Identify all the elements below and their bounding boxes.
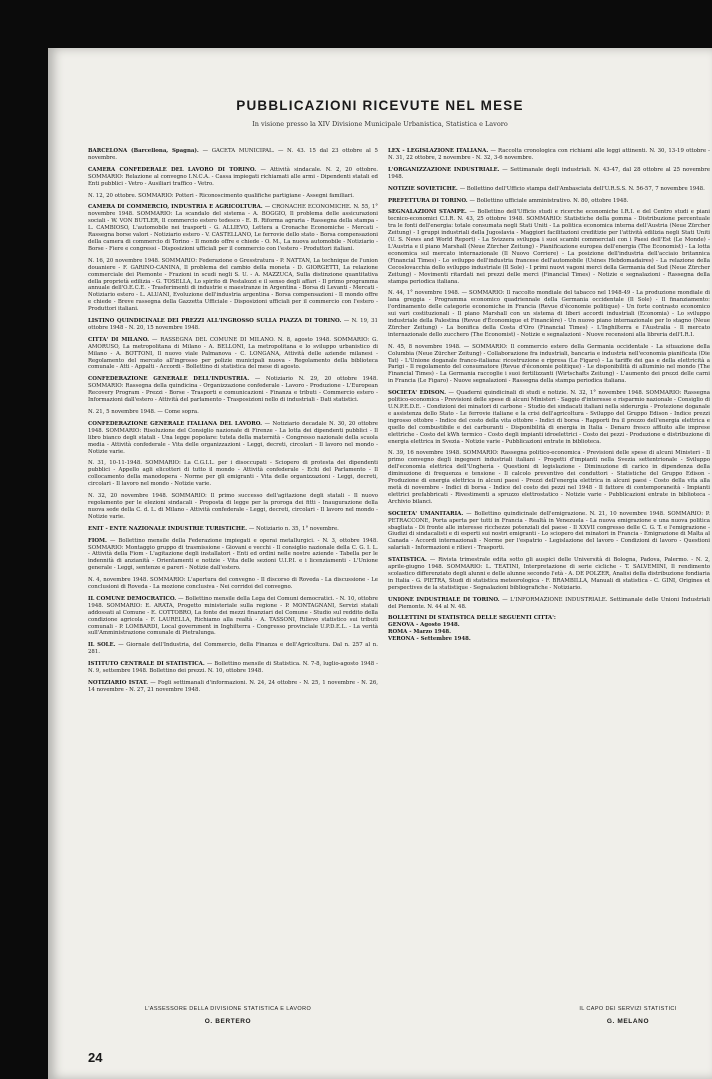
publication-title: IL SOLE. [88, 642, 116, 649]
publication-entry [88, 318, 378, 332]
publication-title: STATISTICA. [388, 557, 427, 564]
publication-details: — RASSEGNA DEL COMUNE DI MILANO. N. 8, agosto 1948. SOMMARIO: G. AMORUSO, La metropolitana di Milano - A. BELLONI, La metropolitana e lo sviluppo urbanistico di Milano - A. BOTTONI, Il nuovo viale Palmanova - C. LONGANA, Attività delle aziende milanesi - Regolamento del mercato all'ingrosso per polizie municipali nuova - Regolamento della biblioteca comunale - Atti - Appalti - Accordi - Bollettino di statistica del mese di agosto. [88, 336, 378, 371]
publication-title: IL COMUNE DEMOCRATICO. [88, 595, 177, 602]
publication-details: — Attività sindacale. N. 2, 20 ottobre. SOMMARIO: Relazione al convegno I.N.C.A. - Cassa impiegati richiamati alle armi - Dipendenti statali ed Enti pubblici - Vetro - Ausiliari traffico - Vetro. [88, 166, 378, 187]
publication-entry [88, 642, 378, 656]
publication-details: — Bollettino mensile di Statistica. N. 7-8, luglio-agosto 1948 - N. 9, settembre 1948. Bollettino dei prezzi. N. 10, ottobre 1948. [88, 661, 378, 675]
publication-entry [388, 148, 710, 162]
publication-entry [88, 337, 378, 372]
publication-entry [88, 204, 378, 252]
footer-left-signature [118, 1006, 338, 1025]
publication-details: N. 39, 16 novembre 1948. SOMMARIO: Rassegna politico-economica - Previsioni delle spese di alcuni Ministeri - Il primo convegno degli ingegneri industriali italiani - Progetti d'impianti nella Svezia settentrionale - Sviluppo dell'economia elettrica dell'Ungheria - Questioni di legislazione - Diminuzione di carico in dipendenza della diminuzione di frequenza e tensione - Il calcolo preventivo dei conduttori - Statistiche del Gruppo Edison - Produzione di energia elettrica in alcuni paesi - Prezzi dell'energia elettrica in alcuni paesi - Costo della vita alla metà di novembre - Indici di borsa - Indice del costo dei pezzi nel 1948 - Il fattore di contemporaneità - Impianti elettrici prefabbricati - Rivestimenti a spruzzo elettrostatico - Notizie varie - Pubblicazioni entrate in biblioteca - Archivio bilanci. [388, 450, 710, 505]
publication-entry [88, 680, 378, 694]
footer-left-role: L'ASSESSORE DELLA DIVISIONE STATISTICA E LAVORO [144, 1006, 312, 1012]
statistics-heading: BOLLETTINI DI STATISTICA DELLE SEGUENTI CITTA': [388, 615, 556, 622]
publication-title: ISTITUTO CENTRALE DI STATISTICA. [88, 661, 205, 668]
publication-title: CAMERA CONFEDERALE DEL LAVORO DI TORINO. [88, 166, 257, 173]
footer-right-signature [553, 1006, 703, 1025]
publication-entry [88, 421, 378, 456]
publication-entry [88, 167, 378, 188]
publication-details: — Settimanale degli industriali. N. 43-47, dal 28 ottobre al 25 novembre 1948. [388, 166, 710, 180]
publication-details: N. 16, 20 novembre 1948. SOMMARIO: Federazione o Gresstratura - P. NATTAN, La technique de l'union douaniere - F. GARINO-CANINA, Il problema del cambio della moneta - D. GIORGETTI, La relazione commerciale dei Piemonte - Frazioni in scudi negli S. U. - A. MAZZUCA, Sulla distinzione quantitativa della proprietà edilizia - G. TOSELLA, Lo spirito di Pestalozzi e il senso degli affari - Il primo programma annuale dell'O.E.C.E. - Trasferimenti di industrie e maestranze in Argentina - Borsa di Levanti - Mercati - Notiziario estero - L. ALUANI, Evoluzione dell'industria argentina - Borsa compensazioni - Il mondo offre e chiede - Breve rassegna della Gazzetta Ufficiale - Disposizioni ufficiali per il commercio con l'estero - Produttori italiani. [88, 257, 378, 313]
publication-title: FIOM. [88, 537, 107, 544]
footer-right-role: IL CAPO DEI SERVIZI STATISTICI [579, 1006, 677, 1012]
publication-entry [388, 186, 710, 193]
page-number: 24 [88, 1050, 103, 1065]
publication-entry [388, 511, 710, 552]
publication-details: N. 12, 20 ottobre. SOMMARIO: Potteri - Riconoscimento qualifiche partigiane - Assegni familiari. [88, 192, 354, 199]
publication-details: — Notiziario n. 35, 1° novembre. [248, 525, 339, 532]
publication-title: LEX - LEGISLAZIONE ITALIANA. [388, 148, 489, 154]
publication-entry [88, 460, 378, 488]
publication-entry [88, 596, 378, 637]
statistics-line: ROMA - Marzo 1948. [388, 629, 452, 636]
publication-details: — CRONACHE ECONOMICHE. N. 55, 1° novembre 1948. SOMMARIO: La scandalo del sistema - A. BOGGIO, Il problema delle assicurazioni sociali - W. VON BUTLER, Il commercio estero tedesco - E. B. Riforma agraria - Rassegna della stampa - L. CAMBIOSO, L'automobile nei trasporti - G. ALLIEVO, Lettera a Cronache Economiche - Mercati - Rassegna borse valori - Notiziario estero - V. CASTELLANO, Le ferrovie dello stato - Borsa compensazioni della camera di commercio di Torino - Il mondo offre e chiede - O. M., La nuova automobile - Notiziario - Borse - Fiere e congressi - Disposizioni ufficiali per il commercio con l'estero - Produttori italiani. [88, 204, 378, 252]
publication-entry [88, 148, 378, 162]
publication-title: SEGNALAZIONI STAMPE. [388, 209, 467, 216]
publication-entry [388, 167, 710, 181]
publication-details: — Bollettino dell'Ufficio studi e ricerche economiche I.R.I. e del Centro studi e piani tecnico-economici C.I.R. N. 43, 25 ottobre 1948. SOMMARIO: Statistiche della gomma - Distribuzione percentuale tra le fonti dell'energia: totale consumata negli Stati Uniti - La politica economica interna dell'Austria (Neue Zürcher Zeitung) - I gruppi industriali della Jugoslavia - Maggiori facilitazioni creditizie per l'attività edilizia negli Stati Uniti (U. S. News and World Report) - La Svizzera sviluppa i suoi scambi commerciali con i Paesi dell'Est (Le Monde) - L'Austria e il piano Marshall (Neue Zürcher Zeitung) - Pianificazione europea dell'energia (The Economist) - La lotta economica sul mercato internazionale (Il Nuovo Corriere) - La posizione dell'industria dell'acciaio britannica (Financial Times) - Lo sviluppo dell'industria francese dell'automobile (Usines Hebdomadaires) - La relazione della Cecoslovacchia dello sviluppo industriale (Il Sole) - I primi nuovi vagoni merci della Germania del Sud (Neue Zürcher Zeitung) - Movimenti ritardati nei prezzi delle merci (Financial Times) - Notizie e segnalazioni - Rassegna della stampa periodica italiana. [388, 209, 710, 285]
publication-details: — Bollettino ufficiale amministrativo. N. 80, ottobre 1948. [469, 197, 629, 204]
statistics-line: GENOVA - Agosto 1948. [388, 622, 460, 629]
publication-entry [88, 493, 378, 521]
publication-entry [88, 538, 378, 573]
publication-details: N. 31, 10-11-1948. SOMMARIO: La C.G.I.L. per i disoccupati - Sciopero di protesta dei dipendenti pubblici - Appello agli elicotteri di tutto il mondo - Attività confederale - Echi del Parlamento - Il collocamento della manodopera - Norme per gli emigranti - Vita delle organizzazioni - Leggi, decreti, circolari - Il lavoro nel mondo - Notizie varie. [88, 460, 378, 488]
page-title: PUBBLICAZIONI RICEVUTE NEL MESE [236, 98, 524, 113]
publication-title: SOCIETA' EDISON. [388, 390, 446, 397]
publication-title: SOCIETA' UMANITARIA. [388, 510, 464, 517]
publication-details: — N. 19, 31 ottobre 1948 - N. 20, 15 novembre 1948. [88, 318, 378, 331]
publication-details: — Bollettino quindicinale dell'emigrazione. N. 21, 10 novembre 1948. SOMMARIO: P. PETRACCONE, Porta aperta per tutti in Francia - Realtà in Venezuela - La nuova emigrazione e una nuova politica sbagliata - Di fronte alle interesse ricchezze potenziali del paese - Il XXVII congresso delle C. G. T. e l'emigrazione - Giudizi di sindacalisti e di esperti sui nostri emigranti - Lo sciopero dei minatori in Francia - Emigrazione di Malta al Canada - Accordi internazionali - Norme per l'espatrio - Legislazione del lavoro - Condizioni di lavoro - Questioni salariali - Informazioni e rilievi - Trasporti. [388, 510, 710, 552]
publication-details: — GACETA MUNICIPAL. — N. 43. 15 dal 23 ottobre al 5 novembre. [88, 148, 378, 161]
statistics-block [388, 615, 710, 643]
footer-right-name: G. MELANO [606, 1018, 650, 1025]
publication-title: ENIT - ENTE NAZIONALE INDUSTRIE TURISTICHE. [88, 525, 247, 532]
publication-entry [388, 597, 710, 611]
publication-entry [388, 450, 710, 505]
document-page [48, 48, 712, 1079]
publication-entry [88, 577, 378, 591]
publication-entry [388, 209, 710, 285]
page-subtitle: In visione presso la XIV Divisione Municipale Urbanistica, Statistica e Lavoro [252, 120, 508, 128]
publication-title: CONFEDERAZIONE GENERALE DELL'INDUSTRIA. [88, 376, 250, 383]
statistics-line: VERONA - Settembre 1948. [388, 636, 471, 643]
publication-details: — Notiziario decadale N. 30, 20 ottobre 1948. SOMMARIO: Risoluzione del Consiglio nazionale di Firenze - La lotta dei dipendenti pubblici - Il libro bianco degli statali - Una legge popolare: tutela della maternità - Congresso nazionale della scuola media - Attività confederale - Vita delle organizzazioni - Leggi, decreti, circolari - Il lavoro nel mondo - Notizie varie. [88, 420, 378, 455]
publication-entry [88, 193, 378, 200]
publication-entry [388, 390, 710, 445]
publication-details: — Rivista trimestrale edita sotto gli auspici delle Università di Bologna, Padova, Palermo. - N. 2, aprile-giugno 1948. SOMMARIO: L. TEATINI, Interpretazione di serie cicliche - T. SALVEMINI, Il rendimento scolastico differenziato degli alunni e delle alunne secondo l'età - A. DE POLZER, Analisi della distribuzione fondiaria in Italia - G. PIETRA, Studi di statistica meteorologica - F. BRAMBILLA, Manuali di statistica - C. GINI, Origines et perspectives de la statistique - Segnalazioni bibliografiche - Notiziario. [388, 557, 710, 591]
publication-entry [88, 661, 378, 675]
publication-details: N. 44, 1° novembre 1948. — SOMMARIO: Il raccolto mondiale del tabacco nel 1948-49 - La produzione mondiale di lana greggia - Programma economico quadriennale della Germania occidentale (Il Sole) - Il finanziamento: l'ordinamento delle categorie economiche in Francia (Revue d'économie politique) - Un forte contrasto economico sui vari costituzionali - Il piano Marshall con un sistema di liberi accordi industriali (Economia) - Lo sviluppo industriale della Palestina (Revue d'Économique et Financière) - Un nuovo piano internazionale per lo stagno (Neue Zürcher Zeitung) - La bonifica della Costa d'Oro (Financial Times) - L'Inghilterra e l'Australia - Il mercato internazionale dello zucchero (The Economist) - Notizie e segnalazioni - Nuove recensioni alla libreria dell'I.R.I. [388, 290, 710, 338]
publication-details: — Bollettino mensile della Lega dei Comuni democratici. - N. 10, ottobre 1948. SOMMARIO: E. ARATA, Progetto ministeriale sulla regione - P. MONTAGNANI, Servizi statali addossati al Comune - E. COTTOBRO, La fonte dei mezzi finanziari del Comune - Studio sul reddito della condizione agricola - F. LAURELLA, Richiamo alla realtà - A. TASSONI, Rilievo statistico sui tributi comunali - P. LOMBARDI, Local government in Inghilterra - Congresso provinciale U.P.D.E.L. - La verità sull'Amministrazione comunale di Pietralunga. [88, 595, 378, 637]
publication-details: — L'INFORMAZIONE INDUSTRIALE. Settimanale delle Unioni Industriali del Piemonte. N. 44 al N. 48. [388, 596, 710, 610]
publication-title: NOTIZIE SOVIETICHE. [388, 185, 458, 192]
publication-details: N. 4, novembre 1948. SOMMARIO: L'apertura del convegno - Il discorso di Roveda - La discussione - Le conclusioni di Roveda - La mozione conclusiva - Nei corridoi del convegno. [88, 577, 378, 591]
publication-entry [388, 290, 710, 338]
left-column [88, 148, 378, 998]
publication-details: N. 45, 8 novembre 1948. — SOMMARIO: Il commercio estero della Germania occidentale - La situazione della Columbia (Neue Zürcher Zeitung) - Collaborazione fra industriali, bancaria e industria nell'economia pianificata (Die Tat) - L'Unione doganale franco-italiana: ricostruzione e ripresa (Le Figaro) - La tariffe dei gas e della elettricità a Parigi - Il regolamento del consumatore (Revue d'économie politique) - Le disponibilità di alluminio nel mondo (The Financial Times) - La Germania raccoglie i suoi fertilizzanti (Wirtschafts Zeitung) - L'aumento dei prezzi delle carni in Francia (Le Figaro) - Nuove segnalazioni - Rassegna della stampa periodica italiana. [388, 343, 710, 385]
publication-title: NOTIZIARIO ISTAT. [88, 680, 148, 686]
publication-entry [88, 376, 378, 404]
publication-details: N. 32, 20 novembre 1948. SOMMARIO: Il primo successo dell'agitazione degli statali - Il nuovo regolamento per le elezioni sindacali - Proposta di legge per la proroga dei fitti - Inaugurazione della nuova sede della C. d. L. di Milano - Attività confederale - Leggi, decreti, circolari - Il lavoro nel mondo - Notizie varie. [88, 493, 378, 520]
publication-entry [388, 344, 710, 385]
publication-details: — Giornale dell'Industria, del Commercio, della Finanza e dell'Agricoltura. Dal n. 257 al n. 281. [88, 642, 378, 656]
publication-entry [388, 557, 710, 592]
publication-entry [388, 198, 710, 205]
publication-details: — Fogli settimanali d'informazioni. N. 24, 24 ottobre - N. 25, 1 novembre - N. 26, 14 novembre - N. 27, 21 novembre 1948. [88, 680, 378, 693]
publication-title: CAMERA DI COMMERCIO, INDUSTRIA E AGRICOLTURA. [88, 204, 263, 211]
publication-title: LISTINO QUINDICINALE DEI PREZZI ALL'INGROSSO SULLA PIAZZA DI TORINO. [88, 318, 342, 325]
publication-title: UNIONE INDUSTRIALE DI TORINO. [388, 596, 500, 603]
publication-title: L'ORGANIZZAZIONE INDUSTRIALE. [388, 166, 500, 173]
publication-entry [88, 258, 378, 313]
right-column [388, 148, 710, 998]
publication-details: — Bollettino mensile della Federazione impiegati e operai metallurgici. - N. 3, ottobre 1948. SOMMARIO: Montaggio gruppo di trasmissione - Giovani e vecchi - Il consiglio nazionale della C. G. I. L. - Attività della Fiom - L'agitazione degli installatori - Enti ed ordini nelle nostre aziende - Tabella per le indennità di anzianità - Orientamenti e notizie - Vita delle sezioni U.I.P.I. e i licenziamenti - L'Unione generale - Leggi, sentenze e pareri - Notizie dall'estero. [88, 537, 378, 572]
publication-title: CONFEDERAZIONE GENERALE ITALIANA DEL LAVORO. [88, 420, 262, 427]
publication-title: CITTA' DI MILANO. [88, 336, 150, 343]
publication-title: PREFETTURA DI TORINO. [388, 197, 468, 204]
publication-details: N. 21, 5 novembre 1948. — Come sopra. [88, 409, 199, 415]
publication-entry [88, 409, 378, 416]
publication-details: — Notiziario N. 29, 20 ottobre 1948. SOMMARIO: Rassegna della quindicina - Organizzazione confederale - Lavoro - Produzione - L'European Recovery Program - Prezzi - Borse - Trasporti e comunicazioni - Finanza e tributi - Commercio estero - Informazioni dall'estero - Attività del parlamento - Trasposizioni nello di industriali - Dati statistici. [88, 376, 378, 404]
publication-entry [88, 526, 378, 533]
footer-left-name: O. BERTERO [204, 1018, 252, 1025]
publication-title: BARCELONA (Barcellona, Spagna). [88, 148, 199, 154]
publication-details: — Raccolta cronologica con richiami alle leggi attinenti. N. 30, 13-19 ottobre - N. 31, 22 ottobre, 2 novembre - N. 32, 3-6 novembre. [388, 148, 710, 161]
publication-details: — Quaderni quindicinali di studi e notizie. N. 32, 1° novembre 1948. SOMMARIO: Rassegna politico-economica - Previsioni delle spese di alcuni Ministeri - Saggio d'interesse e risparmio nazionale - Consiglio di U.N.P.E.D.E. - Condizioni dei minatori di carbone - Studio dei sindacati italiani nella siderurgia - Protezione doganale e assistenza dello Stato - Le ferrovie italiane e la crisi dell'agricoltura - Sviluppo del Gruppo Edison - Indice prezzi ingrosso ottobre - Indice del costo della vita ottobre - Indici di borsa - Rapporti fra il prezzo dell'energia elettrica e quello del combustibile e dei carburanti - Disponibilità di energia in Italia - Denaro fresco affluito alle imprese elettriche - Costo del kWh termico - Costo degli impianti idroelettrici - Costo dei pezzi - Produzione e distribuzione di energia elettrica in Svezia - Notizie varie - Pubblicazioni entrate in biblioteca. [388, 390, 710, 445]
publication-details: — Bollettino dell'Ufficio stampa dell'Ambasciata dell'U.R.S.S. N. 56-57, 7 novembre 1948. [459, 185, 705, 192]
